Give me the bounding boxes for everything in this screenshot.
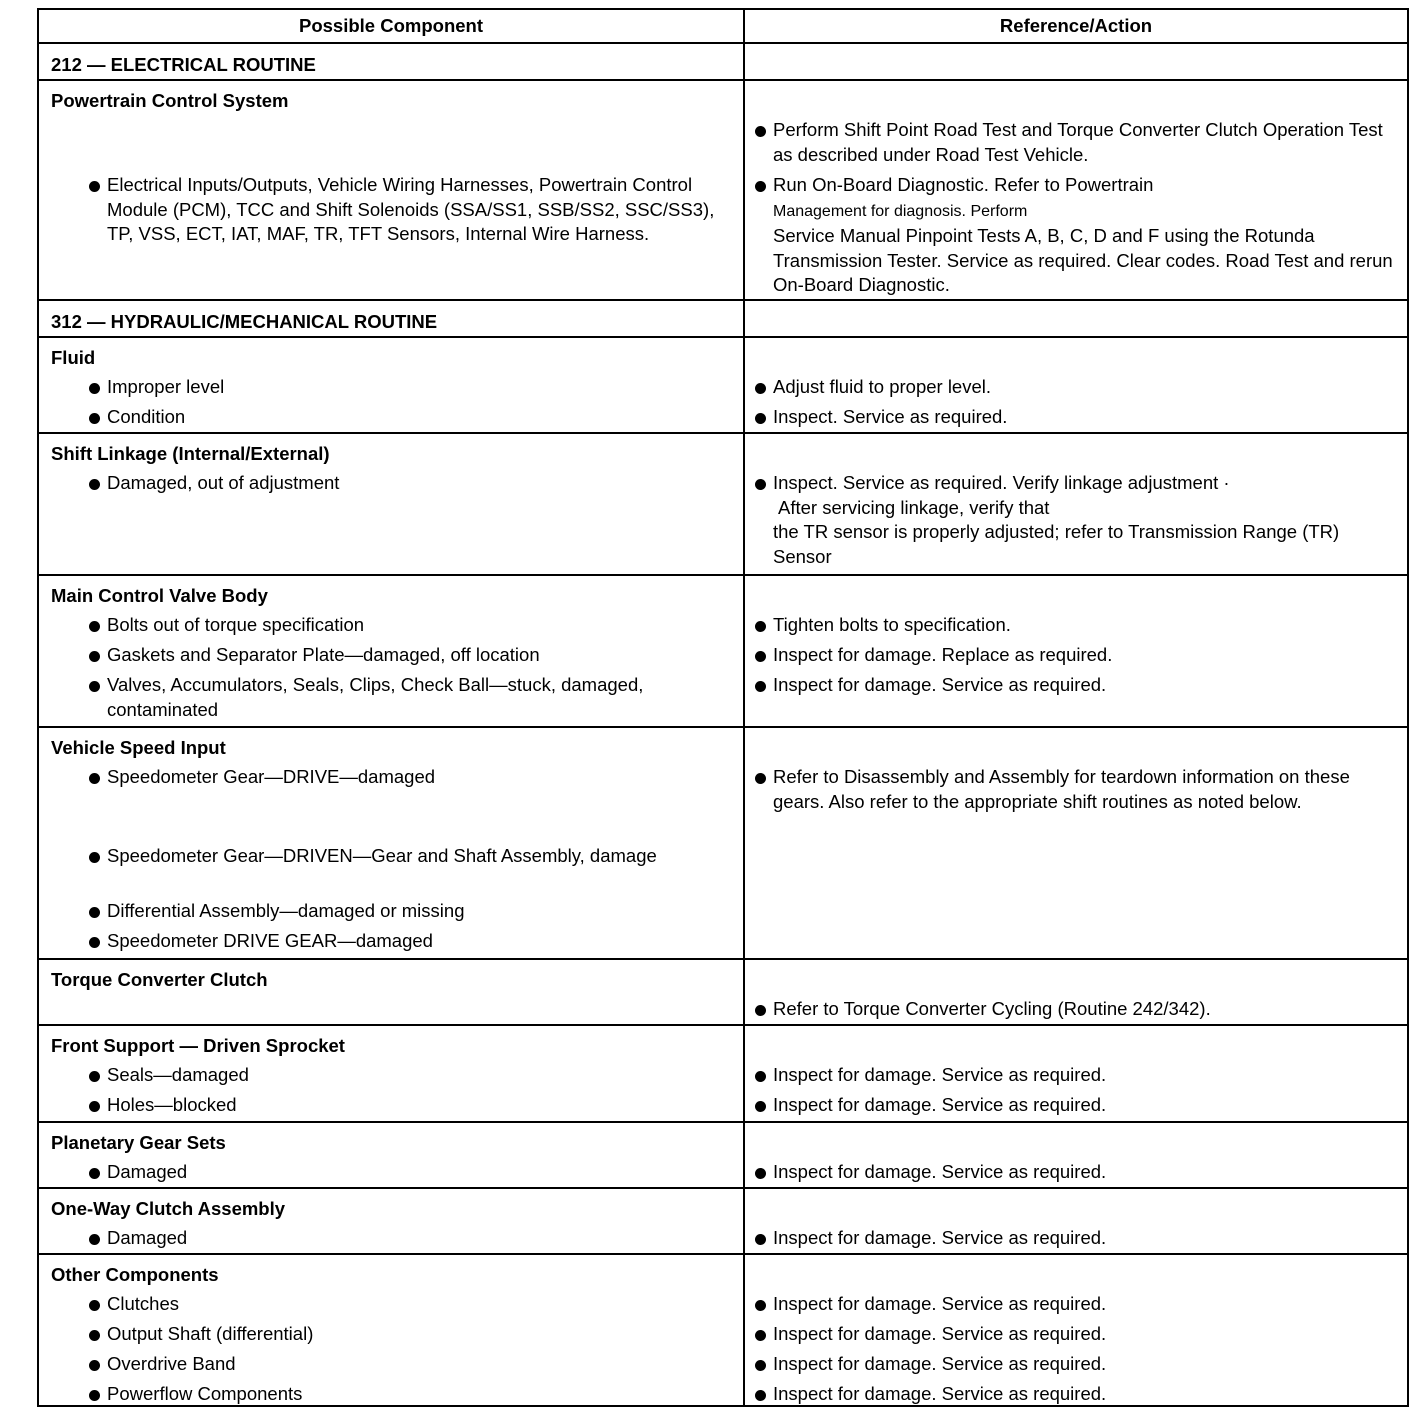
bullet-icon [755,126,766,137]
empty-cell [744,300,1408,337]
header-row [38,9,1408,43]
action-item: Inspect for damage. Service as required. [755,1093,1397,1118]
group-title: One-Way Clutch Assembly [51,1198,286,1219]
header-possible-component: Possible Component [38,9,744,43]
action-item: Inspect for damage. Service as required. [755,1322,1397,1347]
bullet-icon [755,1071,766,1082]
list-item: Differential Assembly—damaged or missing [89,899,731,924]
action-item: Refer to Disassembly and Assembly for teardown information on these gears. Also refer to the appropriate shift routines as noted below. [755,765,1397,814]
group-shift-linkage [38,433,1408,575]
bullet-icon [755,1168,766,1179]
action-item: Inspect for damage. Service as required. [755,1160,1397,1185]
bullet-icon [755,413,766,424]
bullet-icon [755,1330,766,1341]
bullet-icon [755,479,766,490]
bullet-icon [89,1071,100,1082]
action-item: Tighten bolts to specification. [755,613,1397,638]
group-title: Shift Linkage (Internal/External) [51,443,330,464]
group-fluid [38,337,1408,433]
list-item: Powerflow Components [89,1382,731,1407]
bullet-icon [89,852,100,863]
section-312-title: 312 — HYDRAULIC/MECHANICAL ROUTINE [51,311,438,332]
bullet-icon [755,621,766,632]
group-powertrain [38,80,1408,300]
action-item: Inspect for damage. Replace as required. [755,643,1397,668]
action-item: Run On-Board Diagnostic. Refer to Powertrain Management for diagnosis. Perform Service Manual Pinpoint Tests A, B, C, D and F using the Rotunda Transmission Tester. Service as required. Clear codes. Road Test and rerun On-Board Diagnostic. [755,173,1397,298]
bullet-icon [89,383,100,394]
bullet-icon [89,1168,100,1179]
action-item: Adjust fluid to proper level. [755,375,1397,400]
list-item: Damaged [89,1160,731,1185]
group-title: Other Components [51,1264,219,1285]
bullet-icon [755,651,766,662]
bullet-icon [89,181,100,192]
group-title: Planetary Gear Sets [51,1132,226,1153]
bullet-icon [89,413,100,424]
bullet-icon [89,1390,100,1401]
group-vehicle-speed-input [38,727,1408,959]
list-item: Condition [89,405,731,430]
group-title: Torque Converter Clutch [51,969,268,990]
bullet-icon [89,621,100,632]
header-reference-action: Reference/Action [744,9,1408,43]
group-title: Powertrain Control System [51,90,289,111]
bullet-icon [89,651,100,662]
section-212-row [38,43,1408,80]
bullet-icon [755,681,766,692]
action-item: Perform Shift Point Road Test and Torque Converter Clutch Operation Test as described under Road Test Vehicle. [755,118,1397,167]
bullet-icon [89,1101,100,1112]
action-item: Inspect for damage. Service as required. [755,1352,1397,1377]
group-title: Front Support — Driven Sprocket [51,1035,345,1056]
section-312-row [38,300,1408,337]
group-front-support [38,1025,1408,1122]
bullet-icon [755,1101,766,1112]
action-item: Refer to Torque Converter Cycling (Routine 242/342). [755,997,1397,1022]
bullet-icon [755,1005,766,1016]
bullet-icon [755,1390,766,1401]
action-item: Inspect for damage. Service as required. [755,1292,1397,1317]
list-item: Bolts out of torque specification [89,613,731,638]
action-item: Inspect for damage. Service as required. [755,1226,1397,1251]
group-main-control-valve-body [38,575,1408,727]
bullet-icon [89,479,100,490]
group-planetary-gear-sets [38,1122,1408,1188]
group-torque-converter-clutch [38,959,1408,1025]
group-other-components [38,1254,1408,1406]
group-one-way-clutch [38,1188,1408,1254]
list-item: Damaged, out of adjustment [89,471,731,496]
list-item: Damaged [89,1226,731,1251]
list-item: Gaskets and Separator Plate—damaged, off location [89,643,731,668]
bullet-icon [89,937,100,948]
bullet-icon [755,383,766,394]
action-item: Inspect. Service as required. [755,405,1397,430]
diagnosis-table [37,8,1409,1407]
list-item: Electrical Inputs/Outputs, Vehicle Wiring Harnesses, Powertrain Control Module (PCM), TCC and Shift Solenoids (SSA/SS1, SSB/SS2, SSC/SS3), TP, VSS, ECT, IAT, MAF, TR, TFT Sensors, Internal Wire Harness. [89,173,731,247]
action-item: Inspect for damage. Service as required. [755,673,1397,698]
empty-cell [744,43,1408,80]
section-212-title: 212 — ELECTRICAL ROUTINE [51,54,316,75]
action-item: Inspect. Service as required. Verify linkage adjustment · After servicing linkage, verify that the TR sensor is properly adjusted; refer to Transmission Range (TR) Sensor [755,471,1397,569]
bullet-icon [755,1234,766,1245]
group-title: Main Control Valve Body [51,585,268,606]
list-item: Overdrive Band [89,1352,731,1377]
bullet-icon [89,907,100,918]
bullet-icon [89,773,100,784]
list-item: Speedometer DRIVE GEAR—damaged [89,929,731,954]
list-item: Holes—blocked [89,1093,731,1118]
action-item: Inspect for damage. Service as required. [755,1063,1397,1088]
bullet-icon [755,181,766,192]
bullet-icon [89,1300,100,1311]
group-title: Fluid [51,347,96,368]
list-item: Clutches [89,1292,731,1317]
bullet-icon [89,1330,100,1341]
bullet-icon [755,773,766,784]
list-item: Improper level [89,375,731,400]
list-item: Valves, Accumulators, Seals, Clips, Check Ball—stuck, damaged, contaminated [89,673,731,722]
list-item: Seals—damaged [89,1063,731,1088]
list-item: Speedometer Gear—DRIVEN—Gear and Shaft Assembly, damage [89,844,731,869]
group-title: Vehicle Speed Input [51,737,226,758]
list-item: Output Shaft (differential) [89,1322,731,1347]
list-item: Speedometer Gear—DRIVE—damaged [89,765,731,790]
bullet-icon [89,1360,100,1371]
bullet-icon [755,1300,766,1311]
action-item: Inspect for damage. Service as required. [755,1382,1397,1407]
bullet-icon [755,1360,766,1371]
bullet-icon [89,681,100,692]
bullet-icon [89,1234,100,1245]
